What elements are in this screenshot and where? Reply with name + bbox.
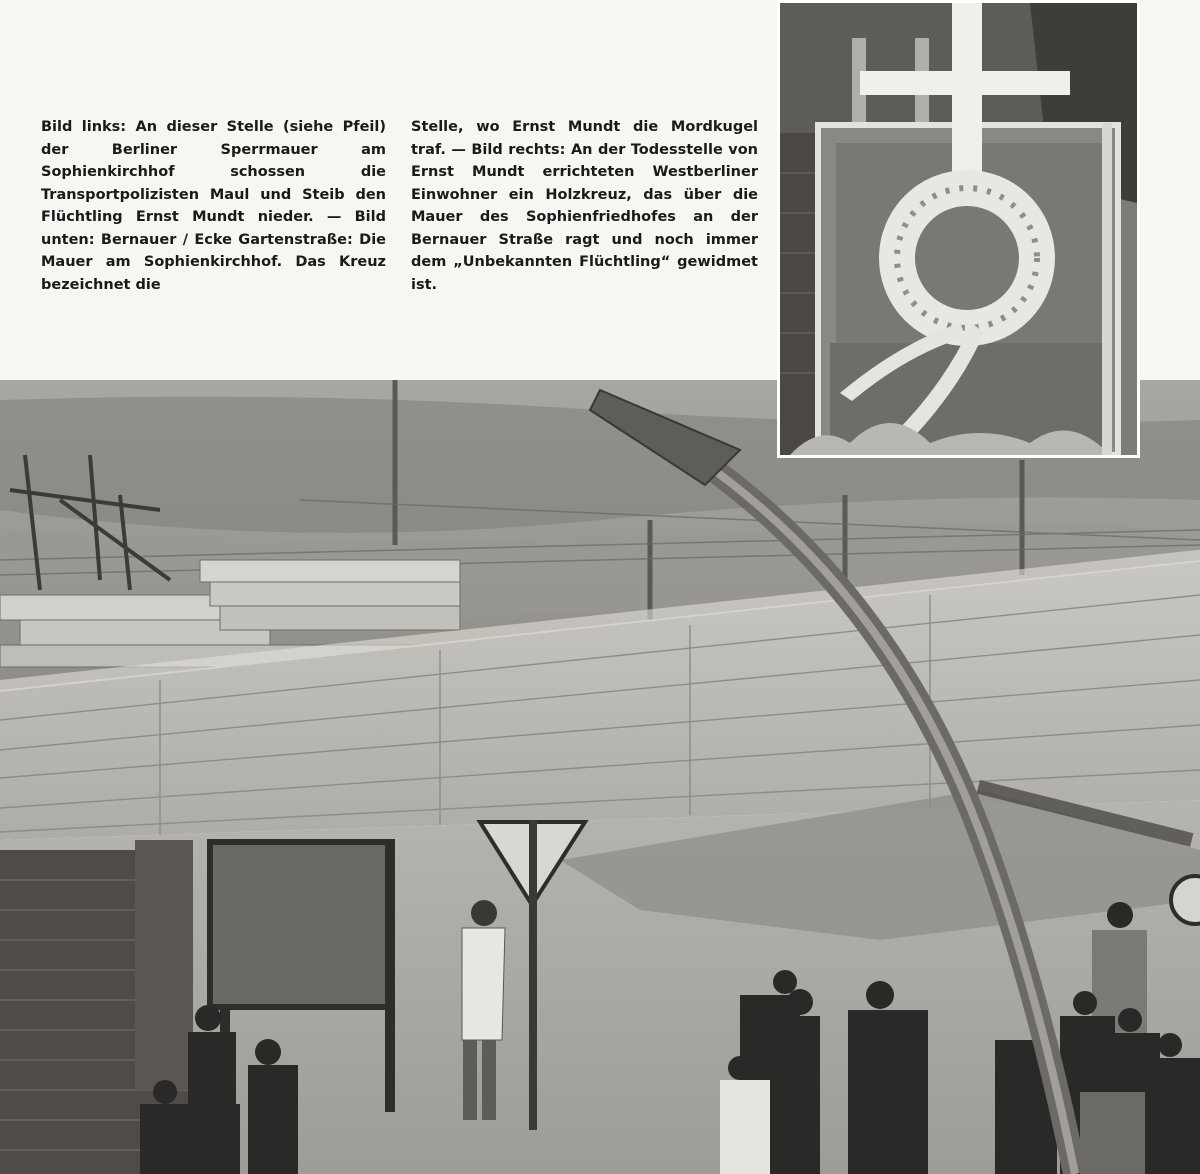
- round-traffic-sign: [1171, 876, 1200, 924]
- main-photo-berlin-wall: [0, 380, 1200, 1174]
- caption-right: Stelle, wo Ernst Mundt die Mordkugel traf. — Bild rechts: An der Todesstelle von Ernst Mundt errichteten Westberliner Einwohner ein Holzkreuz, das über die Mauer des Sophienfriedhofes an der Bernauer Straße ragt und noch immer dem „Unbekannten Flüchtling“ gewidmet ist.: [411, 119, 758, 293]
- inset-photo-cross: [777, 0, 1140, 458]
- caption-left: Bild links: An dieser Stelle (siehe Pfeil) der Berliner Sperrmauer am Sophienkirchhof schossen die Transportpolizisten Maul und Steib den Flüchtling Ernst Mundt nieder. — Bild unten: Bernauer / Ecke Gartenstraße: Die Mauer am Sophienkirchhof. Das Kreuz bezeichnet die: [41, 119, 386, 293]
- main-photo-illustration: [0, 380, 1200, 1174]
- inset-photo-illustration: [780, 3, 1137, 455]
